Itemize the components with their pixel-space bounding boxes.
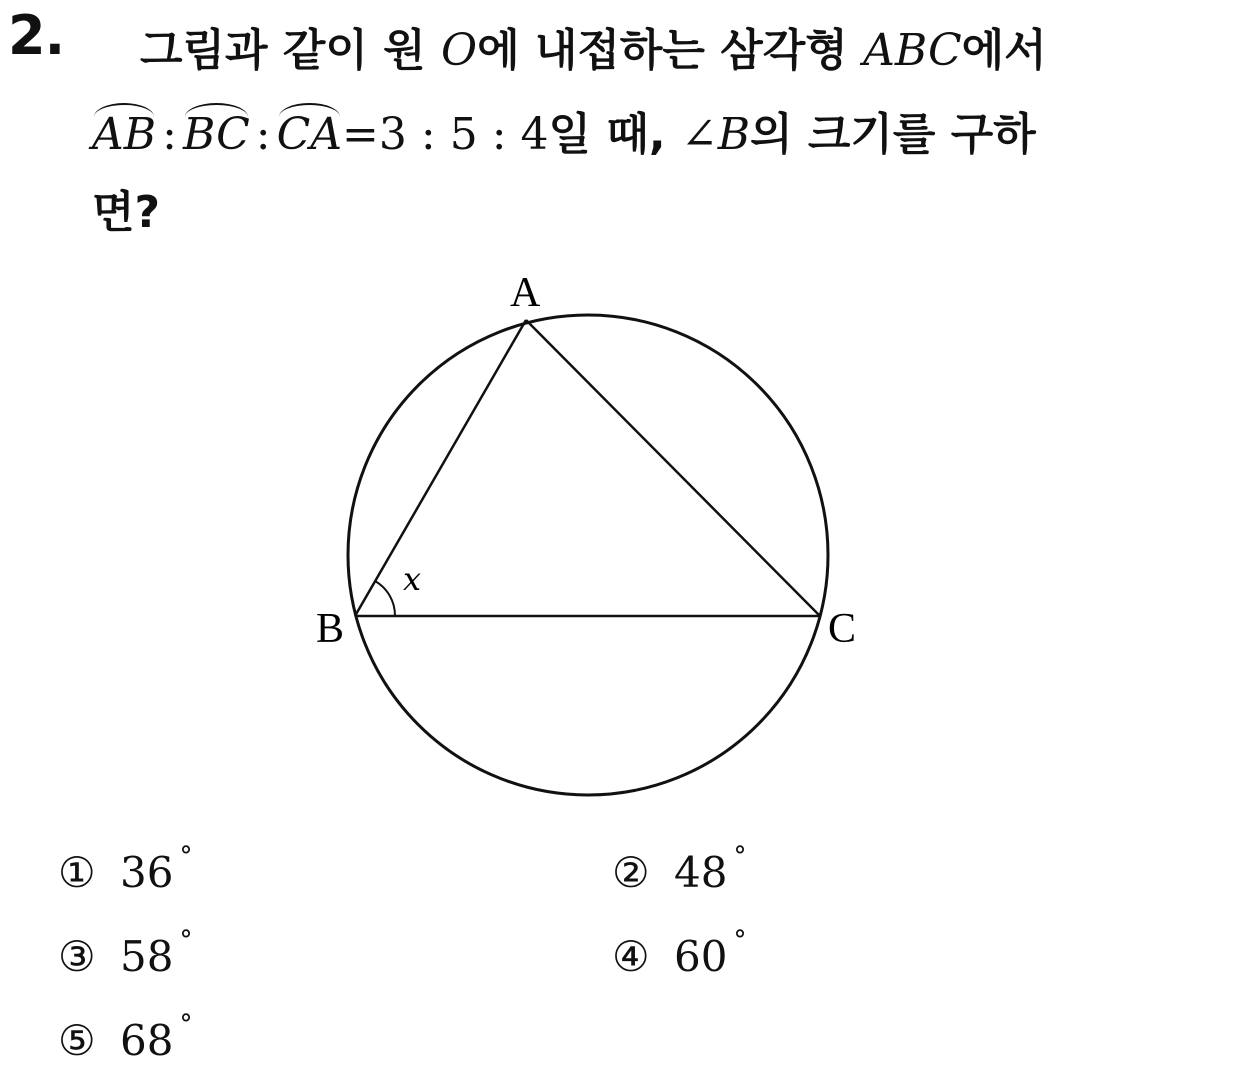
segment-ac <box>526 320 820 616</box>
choice-1[interactable] <box>58 842 192 897</box>
arc-ratio: 3 : 5 : 4 <box>378 109 549 160</box>
question-text-post: 에서 <box>961 25 1047 76</box>
degree-unit: ° <box>733 842 747 872</box>
colon-2: : <box>255 109 271 160</box>
question-number: 2. <box>8 4 65 67</box>
vertex-label-b: B <box>316 606 345 652</box>
degree-unit: ° <box>179 842 193 872</box>
choice-2[interactable] <box>612 842 746 897</box>
vertex-label-c: C <box>828 606 857 652</box>
question-text-mid: 에 내접하는 삼각형 <box>477 25 864 76</box>
arc-ab: AB <box>92 109 157 160</box>
choice-value: 48 <box>674 848 728 897</box>
choice-value: 36 <box>120 848 174 897</box>
choice-number: ② <box>612 848 650 897</box>
angle-x-label: x <box>403 560 422 598</box>
arc-bc: BC <box>182 109 250 160</box>
choice-value: 58 <box>120 932 174 981</box>
question-text-tail: 의 크기를 구하 <box>750 109 1036 160</box>
angle-vertex: B <box>717 109 751 160</box>
question-text-pre: 그림과 같이 원 <box>140 25 441 76</box>
choice-4[interactable] <box>612 926 746 981</box>
choice-value: 68 <box>120 1016 174 1065</box>
choice-number: ① <box>58 848 96 897</box>
degree-unit: ° <box>733 926 747 956</box>
angle-symbol: ∠ <box>680 109 718 160</box>
vertex-label-a: A <box>510 270 541 316</box>
choice-5[interactable] <box>58 1010 192 1065</box>
choice-3[interactable] <box>58 926 192 981</box>
choice-number: ③ <box>58 932 96 981</box>
circle-name: O <box>440 25 478 76</box>
choice-value: 60 <box>674 932 728 981</box>
condition-text: 일 때, <box>548 109 681 160</box>
question-line-3: 면? <box>92 187 161 238</box>
degree-unit: ° <box>179 1010 193 1040</box>
circle-o <box>348 315 828 795</box>
colon-1: : <box>162 109 177 160</box>
degree-unit: ° <box>179 926 193 956</box>
choice-number: ⑤ <box>58 1016 96 1065</box>
angle-b-arc <box>375 581 395 616</box>
arc-ca: CA <box>276 109 343 160</box>
choice-number: ④ <box>612 932 650 981</box>
triangle-name: ABC <box>863 25 962 76</box>
equals-sign: = <box>342 109 379 160</box>
